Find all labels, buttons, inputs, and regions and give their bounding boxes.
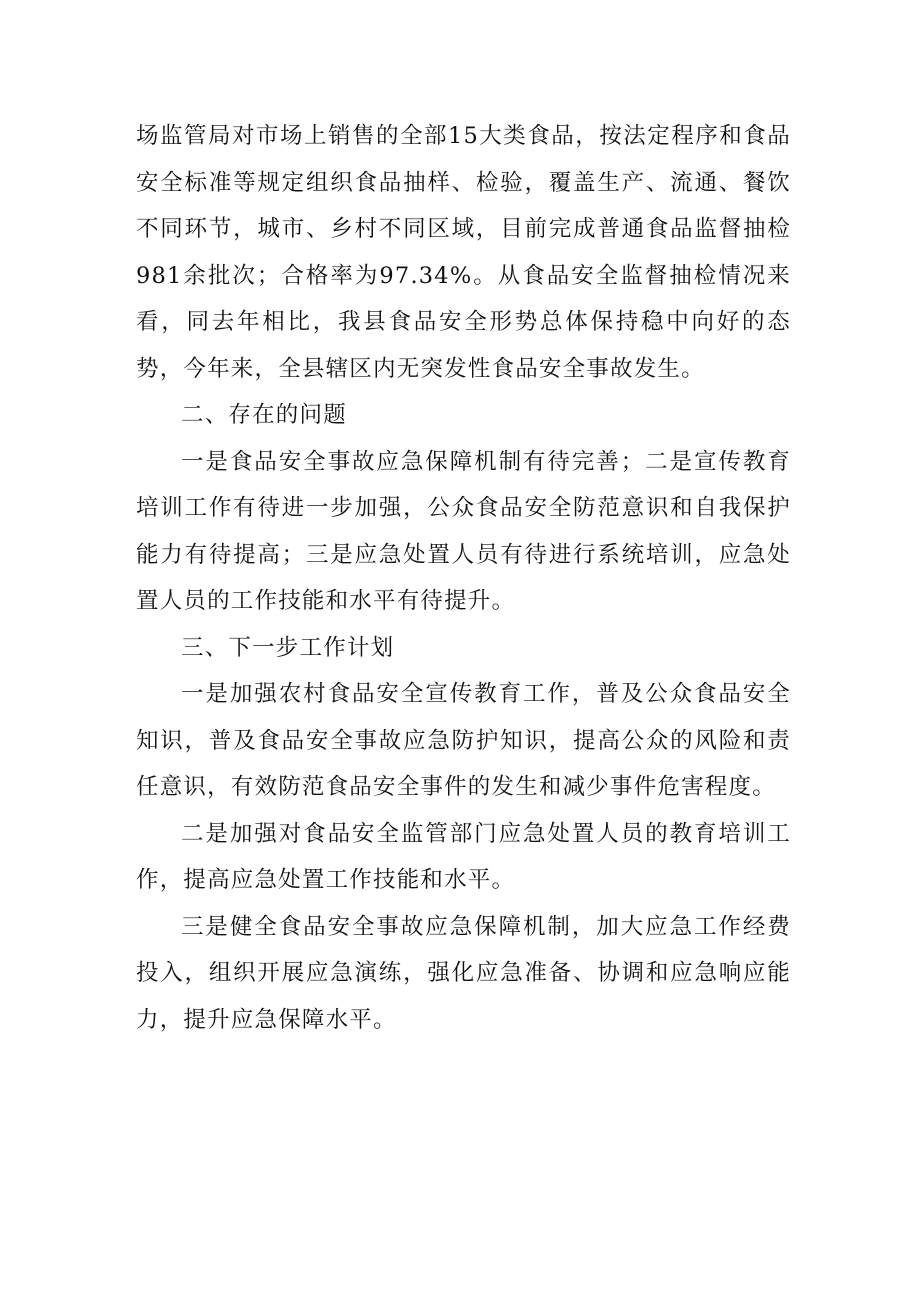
paragraph-plan-3: 三是健全食品安全事故应急保障机制，加大应急工作经费投入，组织开展应急演练，强化应急准备、协调和应急响应能力，提升应急保障水平。 [136, 913, 791, 1033]
document-body [136, 113, 791, 1043]
paragraph-problems: 一是食品安全事故应急保障机制有待完善；二是宣传教育培训工作有待进一步加强，公众食品安全防范意识和自我保护能力有待提高；三是应急处置人员有待进行系统培训，应急处置人员的工作技能和水平有待提升。 [136, 448, 791, 614]
paragraph-plan-2: 二是加强对食品安全监管部门应急处置人员的教育培训工作，提高应急处置工作技能和水平。 [136, 820, 791, 893]
section-heading-problems: 二、存在的问题 [181, 402, 347, 428]
section-heading-next-steps: 三、下一步工作计划 [181, 634, 395, 661]
paragraph-plan-1: 一是加强农村食品安全宣传教育工作，普及公众食品安全知识，普及食品安全事故应急防护知识，提高公众的风险和责任意识，有效防范食品安全事件的发生和减少事件危害程度。 [136, 681, 791, 800]
paragraph-continuation: 场监管局对市场上销售的全部15大类食品，按法定程序和食品安全标准等规定组织食品抽样、检验，覆盖生产、流通、餐饮不同环节，城市、乡村不同区域，目前完成普通食品监督抽检981余批次；合格率为97.34%。从食品安全监督抽检情况来看，同去年相比，我县食品安全形势总体保持稳中向好的态势，今年来，全县辖区内无突发性食品安全事故发生。 [136, 123, 791, 382]
